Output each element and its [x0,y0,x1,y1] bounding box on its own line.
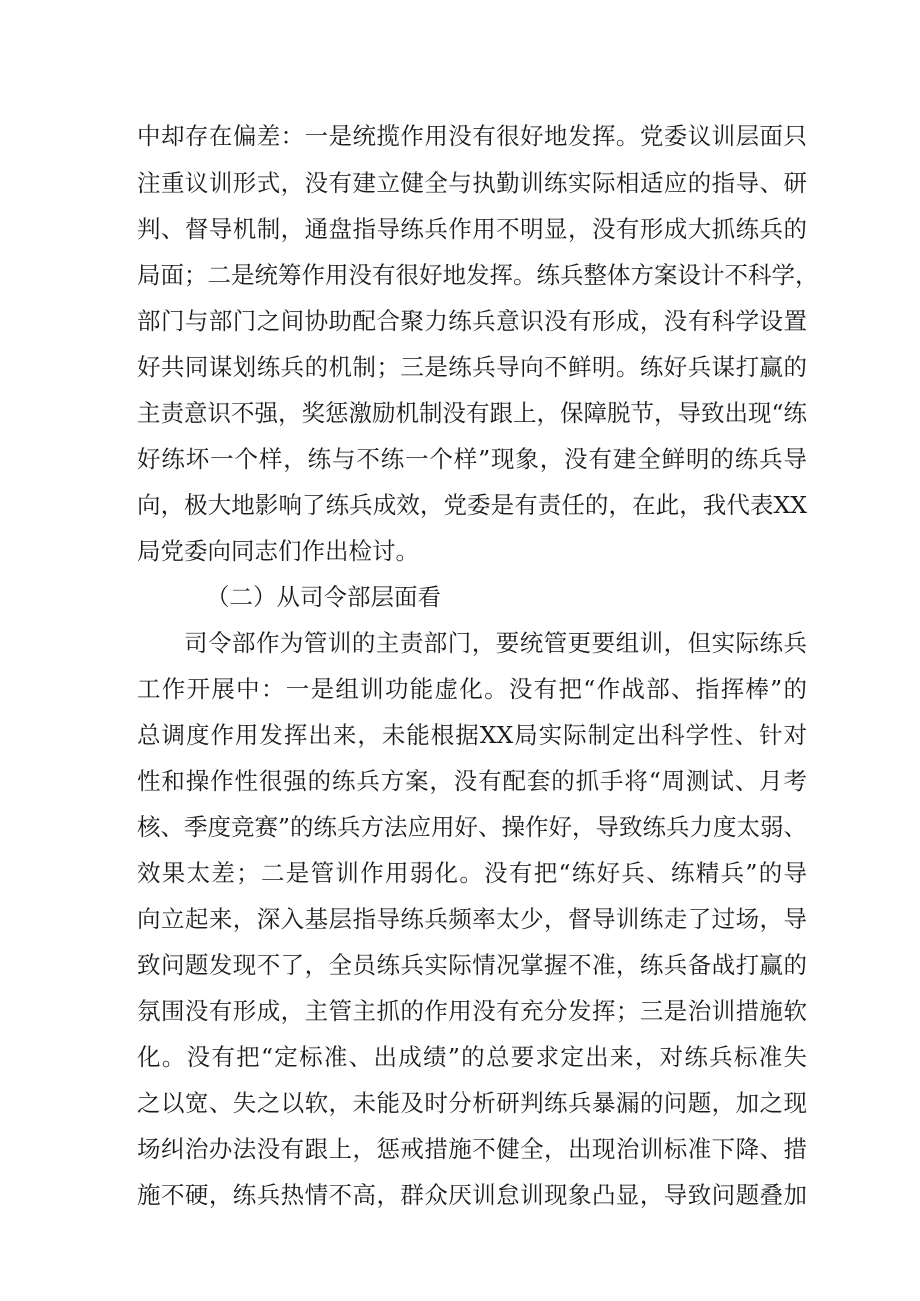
paragraph-2-line-6: 效果太差；二是管训作用弱化。没有把“练好兵、练精兵”的导 [137,859,807,887]
section-heading: （二）从司令部层面看 [206,583,441,611]
paragraph-2-line-8: 致问题发现不了，全员练兵实际情况掌握不准，练兵备战打赢的 [137,951,807,979]
paragraph-2-line-7: 向立起来，深入基层指导练兵频率太少，督导训练走了过场，导 [137,905,807,933]
paragraph-1-line-9: 向，极大地影响了练兵成效，党委是有责任的，在此，我代表XX [137,491,807,519]
paragraph-1-line-5: 部门与部门之间协助配合聚力练兵意识没有形成，没有科学设置 [137,307,807,335]
paragraph-1-line-1: 中却存在偏差：一是统揽作用没有很好地发挥。党委议训层面只 [137,122,807,150]
paragraph-2-line-1: 司令部作为管训的主责部门，要统管更要组训，但实际练兵 [184,629,807,657]
paragraph-1-line-7: 主责意识不强，奖惩激励机制没有跟上，保障脱节，导致出现“练 [137,399,808,427]
paragraph-2-line-4: 性和操作性很强的练兵方案，没有配套的抓手将“周测试、月考 [137,767,807,795]
paragraph-2-line-3: 总调度作用发挥出来，未能根据XX局实际制定出科学性、针对 [137,721,807,749]
paragraph-2-line-12: 场纠治办法没有跟上，惩戒措施不健全，出现治训标准下降、措 [137,1135,807,1163]
paragraph-2-line-13: 施不硬，练兵热情不高，群众厌训怠训现象凸显，导致问题叠加 [137,1181,807,1209]
paragraph-1-line-8: 好练坏一个样，练与不练一个样”现象，没有建全鲜明的练兵导 [137,445,807,473]
paragraph-1-line-3: 判、督导机制，通盘指导练兵作用不明显，没有形成大抓练兵的 [137,215,807,243]
paragraph-1-line-2: 注重议训形式，没有建立健全与执勤训练实际相适应的指导、研 [137,169,807,197]
paragraph-2-line-10: 化。没有把“定标准、出成绩”的总要求定出来，对练兵标准失 [137,1043,807,1071]
paragraph-2-line-11: 之以宽、失之以软，未能及时分析研判练兵暴漏的问题，加之现 [137,1089,807,1117]
paragraph-1-line-10: 局党委向同志们作出检讨。 [137,537,419,565]
paragraph-1-line-4: 局面；二是统筹作用没有很好地发挥。练兵整体方案设计不科学， [137,261,819,289]
paragraph-2-line-9: 氛围没有形成，主管主抓的作用没有充分发挥；三是治训措施软 [137,997,807,1025]
paragraph-2-line-2: 工作开展中：一是组训功能虚化。没有把“作战部、指挥棒”的 [137,675,807,703]
paragraph-2-line-5: 核、季度竞赛”的练兵方法应用好、操作好，导致练兵力度太弱、 [137,813,808,841]
paragraph-1-line-6: 好共同谋划练兵的机制；三是练兵导向不鲜明。练好兵谋打赢的 [137,353,807,381]
